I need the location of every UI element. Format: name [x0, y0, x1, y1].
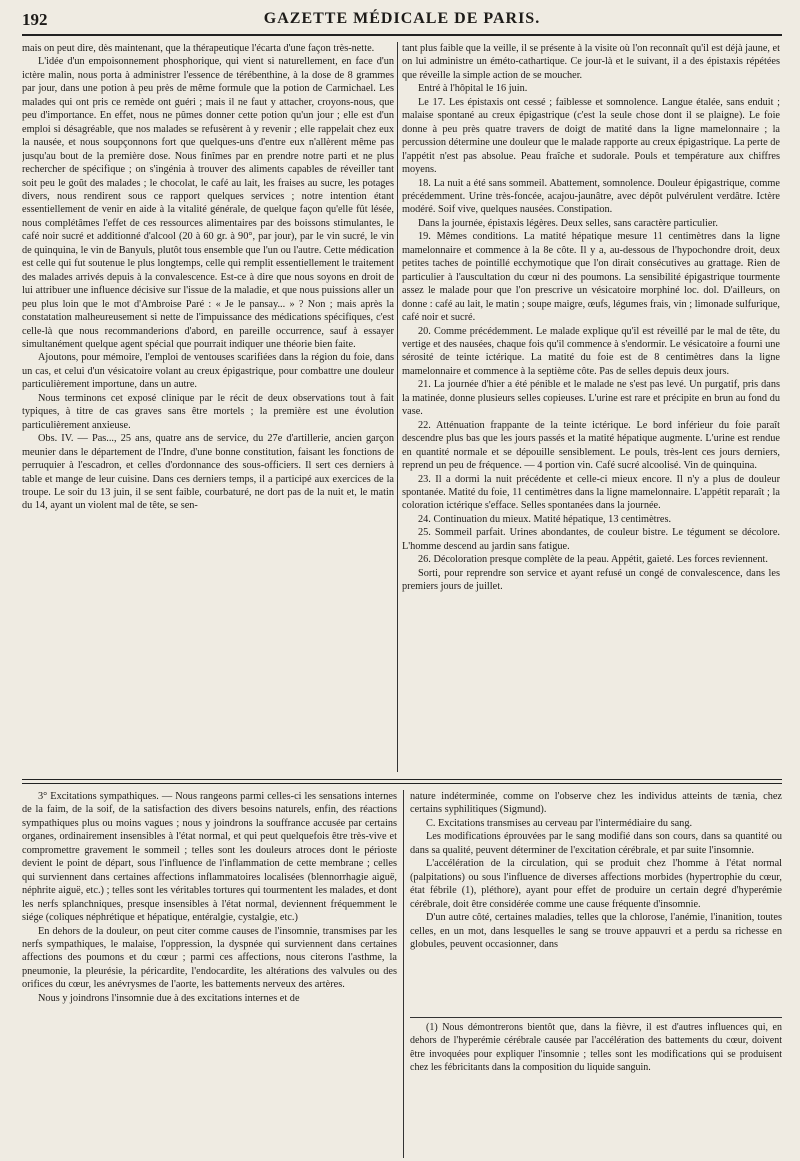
paragraph: 24. Continuation du mieux. Matité hépatique, 13 centimètres.	[418, 513, 672, 525]
paragraph: 18. La nuit a été sans sommeil. Abattement, somnolence. Douleur épigastrique, comme précédemment. Urine très-foncée, acajou-jaunâtre, avec dépôt pulvérulent verdâtre. Ictère modéré. Soif vive, quelques nausées. Constipation.	[402, 177, 780, 216]
column-1	[22, 42, 394, 770]
page-number: 192	[22, 10, 48, 29]
page-header	[22, 8, 782, 36]
paragraph: 26. Décoloration presque complète de la peau. Appétit, gaieté. Les forces reviennent.	[418, 554, 768, 566]
paragraph: Nous terminons cet exposé clinique par le récit de deux observations tout à fait typiques, à titre de cas graves sans être mortels ; la première est une évolution particulièrement anxieuse.	[22, 392, 394, 431]
paragraph: L'idée d'un empoisonnement phosphorique, qui vient si naturellement, en face d'un ictère malin, nous porta à administrer l'essence de térébenthine, à la dose de 8 grammes par jour, dans une potion à peu près de même formule que la potion de Carmichael. Les malades qui ont pris ce remède ont guéri ; mais il ne faut y attacher, croyons-nous, que peu d'importance. En effet, nous ne pûmes donner cette potion qu'un jour ; elle est d'un emploi si désagréable, que nos malades se refusèrent à y revenir ; elle rappelait chez eux la nausée, et nous soupçonnons fort que quelques-uns d'entre eux n'allèrent même pas jusqu'au bout de la première dose. Nous finîmes par en prendre notre parti et ne plus rechercher de spécifique ; on s'ingénia à trouver des aliments capables de réveiller tant soit peu le goût des malades ; le chocolat, le café au lait, les fraises au sucre, les potages divers, nous rendirent sous ce rapport quelques services ; notre intention étant essentiellement de venir en aide à la vitalité générale, de quelque façon qu'elle fût lésée, nous complétâmes l'effet de ces ressources alimentaires par des boissons stimulantes, le café noir sucré et additionné d'alcool (20 à 60 gr. à 90°, par jour), par le vin sucré, le vin de quinquina, le vin de Banyuls, plutôt tous ensemble que l'un ou l'autre. Cette médication est celle qui fut soutenue le plus longtemps, celle qui remplit essentiellement le traitement des malades arrivés depuis à la convalescence. Est-ce à dire que nous soyons en droit de lui attribuer une influence décisive sur l'issue de la maladie, et que nous puissions aller un peu plus loin que le mot d'Ambroise Paré : « Je le pansay... » ? Non ; mais après la constatation malheureusement si nette de l'impuissance des médications spécifiques, c'est celle-là que nous recommanderions d'abord, en pareille occurrence, sauf à essayer simultanément quelque agent spécial que pourrait indiquer une théorie bien faite.	[22, 56, 394, 350]
paragraph: nature indéterminée, comme on l'observe chez les individus atteints de tænia, chez certains syphilitiques (Sigmund).	[410, 791, 782, 816]
paragraph: 19. Mêmes conditions. La matité hépatique mesure 11 centimètres dans la ligne mamelonnaire et commence à la 8e côte. Il y a, au-dessous de l'hypochondre droit, deux petites taches de pointillé ecchymotique que l'on dirait consécutives au grattage. Rien de particulier à l'auscultation du cœur ni des poumons. La sensibilité épigastrique tourmente assez le malade pour que l'on prescrive un vésicatoire morphiné loc. dol. D'ailleurs, on donne : café au lait, le matin ; soupe maigre, œufs, légumes frais, vin ; limonade sulfurique, café noir et sucré.	[402, 231, 780, 324]
paragraph: Les modifications éprouvées par le sang modifié dans son cours, dans sa quantité ou dans sa qualité, peuvent déterminer de l'excitation cérébrale, et par suite l'insomnie.	[410, 831, 782, 856]
paragraph: Dans la journée, épistaxis légères. Deux selles, sans caractère particulier.	[418, 217, 718, 229]
column-divider	[403, 790, 404, 1158]
paragraph: Le 17. Les épistaxis ont cessé ; faiblesse et somnolence. Langue étalée, sans enduit ; malaise spontané au creux épigastrique (c'est la seule chose dont il se plaigne). Le foie donne à peu près quatre travers de doigt de matité dans la ligne mamelonnaire ; la percussion détermine une douleur que le malade rapporte au creux épigastrique. La perte de l'appétit n'est pas absolue. Peau fraîche et sudorale. Pouls et température aux chiffres moyens.	[402, 96, 780, 176]
paragraph: En dehors de la douleur, on peut citer comme causes de l'insomnie, transmises par les nerfs sympathiques, le malaise, l'oppression, la dyspnée qui surviennent dans certaines affections des poumons et du cœur ; parmi ces affections, nous citerons l'asthme, la pneumonie, la pleurésie, la péricardite, l'endocardite, les altérations des valvules ou des orifices du cœur, les anévrysmes de l'aorte, les battements nerveux des artères.	[22, 925, 397, 991]
paragraph: D'un autre côté, certaines maladies, telles que la chlorose, l'anémie, l'inanition, toutes celles, en un mot, dans lesquelles le sang se trouve appauvri et a perdu sa richesse en globules, peuvent occasionner, dans	[410, 912, 782, 950]
paragraph: Obs. IV. — Pas..., 25 ans, quatre ans de service, du 27e d'artillerie, ancien garçon meunier dans le département de l'Indre, d'une bonne constitution, faisant les fonctions de perruquier à l'escadron, et celles d'ordonnance des sous-officiers. Il sert ces derniers à table et mange de leur cuisine. Dans ces derniers temps, il a participé aux exercices de la troupe. Le soir du 13 juin, il se sent faible, courbaturé, ne dort pas de la nuit et, le matin du 14, ayant un violent mal de tête, se sen-	[22, 433, 394, 512]
paragraph: 20. Comme précédemment. Le malade explique qu'il est réveillé par le mal de tête, du vertige et des nausées, chaque fois qu'il commence à s'endormir. Le vésicatoire a fourni une sérosité de teinte ictérique. La matité du foie est de 8 centimètres dans la ligne mamelonnaire et commence à la septième côte. Pas de selles depuis deux jours.	[402, 325, 780, 377]
paragraph: 3° Excitations sympathiques. — Nous rangeons parmi celles-ci les sensations internes de la faim, de la soif, de la satisfaction des divers besoins naturels, enfin, des réactions sympathiques plus ou moins vagues ; nous y joindrons la souffrance accusée par certains organes, ordinairement insensibles à l'état normal, et qui peut quelquefois être très-vive et compromettre gravement le sommeil ; telles sont les douleurs atroces dont le périoste devient le point de départ, sous l'influence de l'inflammation de cette membrane ; celles qui surviennent dans certaines affections inflammatoires localisées (blennorrhagie aiguë, néphrite aiguë, etc.) ; telles sont les véritables tortures qui tourmentent les malades, et dont les nerfs splanchniques, presque insensibles à l'état normal, deviennent fréquemment le siége (coliques néphrétique et hépatique, entéralgie, cystalgie, etc.)	[22, 791, 397, 924]
paragraph: 23. Il a dormi la nuit précédente et celle-ci mieux encore. Il n'y a plus de douleur spontanée. Matité du foie, 11 centimètres dans la ligne mamelonnaire. L'appétit reparaît ; la coloration ictérique s'efface. Selles spontanées dans la journée.	[402, 473, 780, 512]
paragraph: tant plus faible que la veille, il se présente à la visite où l'on reconnaît qu'il est déjà jaune, et on lui administre un éméto-cathartique. Ce jour-là et le suivant, il a des épistaxis répétées que réveille la simple action de se moucher.	[402, 43, 780, 81]
footnote	[410, 1021, 782, 1156]
paragraph: 22. Atténuation frappante de la teinte ictérique. Le bord inférieur du foie paraît descendre plus bas que les jours passés et la matité hépatique augmente. L'urine est rendue en quantité normale et se dépouille sensiblement. Le pouls, très-lent ces jours derniers, reprend un peu de fréquence. — 4 portion vin. Café sucré alcoolisé. Vin de quinquina.	[402, 419, 780, 472]
footnote-text: (1) Nous démontrerons bientôt que, dans la fièvre, il est d'autres influences qui, en dehors de l'hyperémie cérébrale causée par l'accélération des battements du cœur, doivent être invoquées pour expliquer l'insomnie ; telles sont les modifications qui se produisent chez les fébricitants dans la composition du liquide sanguin.	[410, 1022, 782, 1073]
paragraph: 25. Sommeil parfait. Urines abondantes, de couleur bistre. Le tégument se décolore. L'homme descend au jardin sans fatigue.	[402, 527, 780, 552]
journal-title: GAZETTE MÉDICALE DE PARIS.	[263, 10, 541, 27]
paragraph: Ajoutons, pour mémoire, l'emploi de ventouses scarifiées dans la région du foie, dans un cas, et celui d'un vésicatoire volant au creux épigastrique, pour combattre une douleur particulièrement importune, dans un autre.	[22, 352, 394, 391]
paragraph: 21. La journée d'hier a été pénible et le malade ne s'est pas levé. Un purgatif, pris dans la matinée, donne plusieurs selles copieuses. L'urine est rare et précipite en brun au fond du vase.	[402, 379, 780, 418]
section-heading: C. Excitations transmises au cerveau par l'intermédiaire du sang.	[426, 817, 693, 829]
column-2	[402, 42, 780, 770]
section-divider	[22, 779, 782, 784]
paragraph: Sorti, pour reprendre son service et ayant refusé un congé de convalescence, dans les premiers jours de juillet.	[402, 567, 780, 593]
column-divider	[397, 42, 398, 772]
paragraph: L'accélération de la circulation, qui se produit chez l'homme à l'état normal (palpitations) ou sous l'influence de diverses affections morbides (hypertrophie du cœur, état fébrile (1), pléthore), ayant pour effet de produire un certain degré d'hyperémie cérébrale, doit être considérée comme une cause fréquente d'insomnie.	[410, 858, 782, 910]
column-3	[22, 790, 397, 1158]
paragraph: mais on peut dire, dès maintenant, que la thérapeutique l'écarta d'une façon très-nette.	[22, 43, 375, 54]
paragraph: Nous y joindrons l'insomnie due à des excitations internes et de	[38, 992, 300, 1004]
paragraph: Entré à l'hôpital le 16 juin.	[418, 83, 528, 95]
footnote-divider	[410, 1017, 782, 1018]
column-4	[410, 790, 782, 1035]
